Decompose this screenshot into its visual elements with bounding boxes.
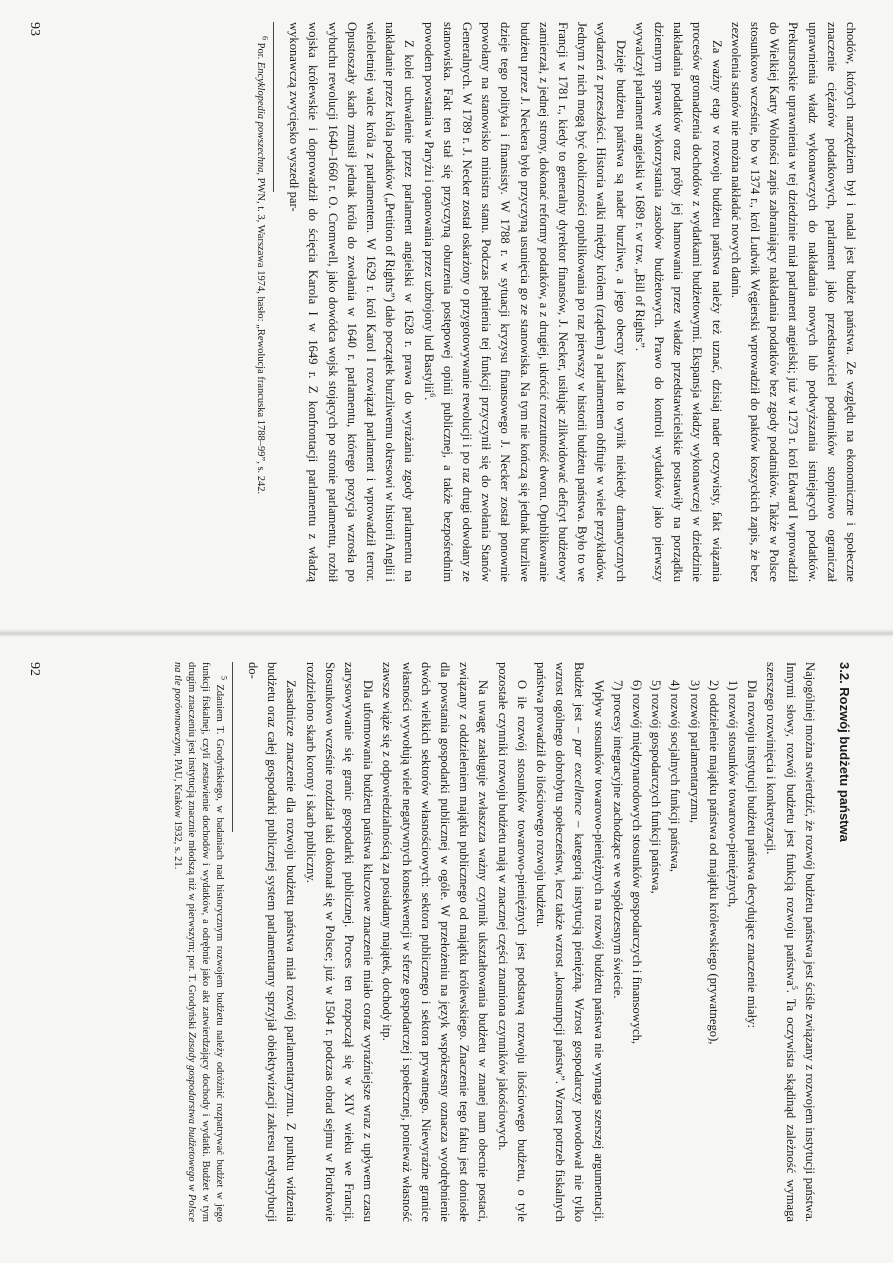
page-92-text-column — [170, 662, 860, 1222]
page-92-paragraph: Zasadnicze znaczenie dla rozwoju budżetu państwa miał rozwój parlamentaryzmu. Z punktu widzenia budżetu oraz całej gospodarki publicznej system parlamentarny sprzyjał obiektywizacji zakresu redystrybucji do- — [245, 662, 299, 1222]
footnote-rule — [273, 22, 274, 192]
list-item: 3) rozwój parlamentaryzmu, — [687, 680, 702, 824]
page-93-paragraph: Za ważny etap w rozwoju budżetu państwa należy też uznać, dzisiaj nader oczywisty, fakt wiązania procesów gromadzenia dochodów z wydatkami budżetowymi. Ekspansja władzy wykonawczej w dziedzinie nakładania podatków oraz próby jej hamowania przez władze przedstawicielskie postawiły na porządku dziennym sprawę wykorzystania zasobów budżetowych. Prawo do kontroli wydatków jako pierwszy wywalczył parlament angielski w 1689 r. w tzw. „Bill of Rights”. — [632, 22, 724, 582]
list-item: 7) procesy integracyjne zachodzące we współczesnym świecie. — [610, 680, 625, 999]
page-93-paragraph: Dzieje budżetu państwa są nader burzliwe, a jego obecny kształt to wynik niekiedy dramatycznych wydarzeń z przeszłości. Historia walki między królem (rządem) a parlamentem obfituje w wiele przykładów. Jednym z nich mogą być okoliczności opublikowania po raz pierwszy w historii budżetu państwa. Było to we Francji w 1781 r., kiedy to generalny dyrektor finansów, J. Necker, usiłując zlikwidować deficyt budżetowy zamierzał, z jednej strony, dokonać reformy podatków, a z drugiej, ukrócić rozrzutność dworu. Opublikowanie budżetu przez J. Neckera było przyczyną usunięcia go ze stanowiska. Na tym nie kończą się jednak burzliwe dzieje tego polityka i finansisty. W 1788 r. w sytuacji kryzysu finansowego J. Necker został ponownie powołany na stanowisko ministra stanu. Podczas pełnienia tej funkcji przyczynił się do zwołania Stanów Generalnych. W 1789 r. J. Necker został oskarżony o przygotowywanie rewolucji i po raz drugi odwołany ze stanowiska. Fakt ten stał się przyczyną oburzenia postępowej opinii publicznej, a także bezpośrednim powodem powstania w Paryżu i opanowania przez uzbrojony lud Bastylii$^6$. — [421, 22, 628, 582]
list-item: 5) rozwój gospodarczych funkcji państwa, — [649, 680, 664, 894]
page-92 — [20, 640, 880, 1240]
page-number: 92 — [27, 662, 42, 676]
list-item: 2) oddzielenie majątku państwa od majątku królewskiego (prywatnego), — [706, 680, 721, 1045]
page-92-paragraph: Najogólniej można stwierdzić, że rozwój budżetu państwa jest ściśle związany z rozwojem instytucji państwa. Innymi słowy, rozwój budżetu jest funkcją rozwoju państwa$^5$. Ta oczywista skądinąd zależność wymaga szerszego rozwinięcia i konkretyzacji. — [764, 662, 817, 1223]
book-gutter — [0, 629, 893, 637]
list-item: 4) rozwój socjalnych funkcji państwa, — [668, 680, 683, 872]
footnote-5: $^5$ Zdaniem T. Grodyńskiego, w badaniach nad historycznym rozwojem budżetu należy odróżnić rozpatrywać budżet w jego funkcji fiskalnej, czyli zestawienie dochodów i wydatków, a odrębnie jako akt zatwierdzający dochody i wydatki. Budżet w tym drugim znaczeniu jest instytucją znacznie młodszą niż w pierwszym; por. T. Grodyński Zasady gospodarstwa budżetowego w Polsce na tle porównawczym, PAU, Kraków 1932, s. 21. — [171, 662, 229, 1223]
footnote-rule — [232, 662, 233, 832]
page-93-paragraph: chodów, których narzędziem był i nadal jest budżet państwa. Ze względu na ekonomiczne i społeczne znaczenie ciężarów podatkowych, parlament jako przedstawiciel podatników stopniowo ograniczał uprawnienia władz wykonawczych do nakładania nowych lub podwyższania istniejących podatków. Prekursorskie uprawnienia w tej dziedzinie miał parlament angielski; już w 1273 r. król Edward I wprowadził do Wielkiej Karty Wolności zapis zabraniający nakładania podatków bez zgody podatników. Także w Polsce stosunkowo wcześnie, bo w 1374 r., król Ludwik Węgierski wprowadził do paktów koszyckich zapis, że bez zezwolenia stanów nie można nakładać nowych danin. — [728, 22, 858, 582]
list-item: 6) rozwój międzynarodowych stosunków gospodarczych i finansowych, — [629, 680, 644, 1045]
factors-list — [608, 662, 742, 1222]
page-92-paragraph: Dla uformowania budżetu państwa kluczowe znaczenie miało coraz wyraźniejsze wraz z upływem czasu zarysowywanie się granic gospodarki publicznej. Proces ten rozpoczął się w XIV wieku we Francji. Stosunkowo wcześnie rozdział taki dokonał się w Polsce; już w 1504 r. podczas obrad sejmu w Piotrkowie rozdzielono skarb korony i skarb publiczny. — [303, 662, 376, 1222]
page-93-paragraph: Z kolei uchwalenie przez parlament angielski w 1628 r. prawa do wyrażania zgody parlamentu na nakładanie przez króla podatków („Petition of Rights”) dało początek burzliwemu okresowi w historii Anglii i wieloletniej walce króla z parlamentem. W 1629 r. król Karol I rozwiązał parlament i wprowadził terror. Opustoszały skarb zmusił jednak króla do zwołania w 1640 r. parlamentu, którego pozycja wzrosła po wybuchu rewolucji 1640–1660 r. O. Cromwell, jako dowódca wojsk stojących po stronie parlamentu, rozbił wojska królewskie i doprowadził do ścięcia Karola I w 1649 r. Z konfrontacji parlamentu z władzą wykonawczą zwycięsko wyszedł par- — [287, 22, 417, 582]
page-93 — [20, 0, 880, 600]
page-number: 93 — [27, 22, 42, 36]
footnote-6: $^6$ Por. Encyklopedia powszechna, PWN, t. 3, Warszawa 1974, hasło: „Rewolucja francuska 1788–99”, s. 242. — [254, 36, 270, 495]
page-92-paragraph: Wpływ stosunków towarowo-pieniężnych na rozwój budżetu państwa nie wymaga szerszej argumentacji. Budżet jest – par excellence – kategorią instytucją pieniężną. Wzrost gospodarczy powodował nie tylko wzrost ogólnego dobrobytu społeczeństw, lecz także wzrost „konsumpcji państw”. Wzrost potrzeb fiskalnych państwa prowadził do ilościowego rozwoju budżetu. — [533, 662, 606, 1223]
list-lead: Dla rozwoju instytucji budżetu państwa decydujące znaczenie miały: — [745, 680, 760, 1028]
page-92-paragraph: O ile rozwój stosunków towarowo-pieniężnych jest podstawą rozwoju ilościowego budżetu, o tyle pozostałe czynniki rozwoju budżetu mają w znacznej części znamiona czynników jakościowych. — [495, 662, 529, 1222]
section-heading: 3.2. Rozwój budżetu państwa — [837, 662, 852, 842]
page-92-paragraph: Na uwagę zasługuje zwłaszcza ważny czynnik ukształtowania budżetu w znanej nam obecnie postaci, związany z oddzieleniem majątku publicznego od majątku królewskiego. Znaczenie tego faktu jest doniosłe dla powstania gospodarki publicznej w ogóle. W przełożeniu na język współczesny oznacza wyodrębnienie dwóch wielkich sektorów własnościowych: sektora publicznego i sektora prywatnego. Niewyraźne granice własności wywołują wiele negatywnych konsekwencji w sferze gospodarczej i społecznej, ponieważ własność zawsze wiąże się z odpowiedzialnością za posiadany majątek, dochody itp. — [380, 662, 491, 1222]
list-item: 1) rozwój stosunków towarowo-pieniężnych, — [725, 680, 740, 908]
page-93-text-column — [253, 22, 860, 582]
